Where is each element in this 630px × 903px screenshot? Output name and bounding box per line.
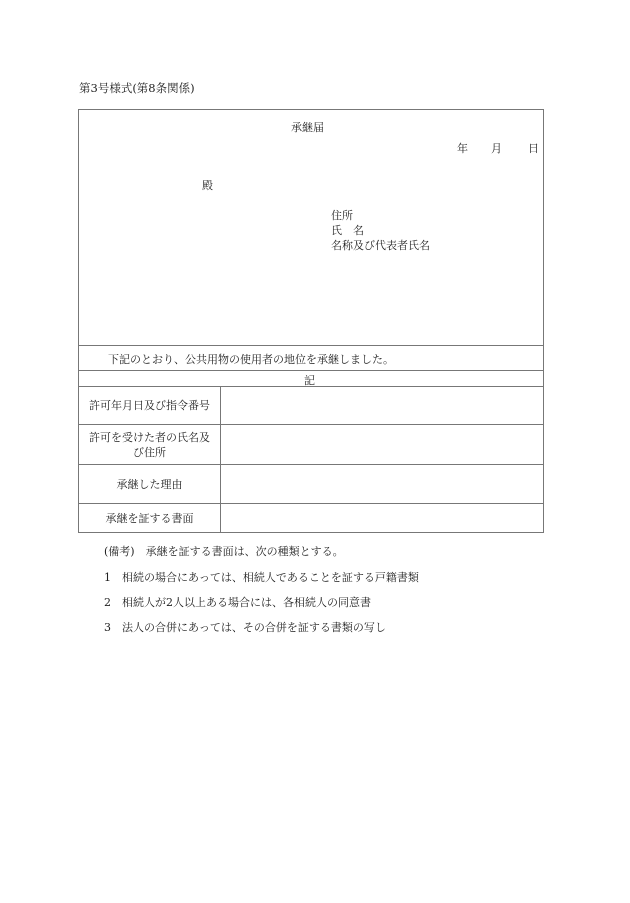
- remarks-heading: (備考) 承継を証する書面は、次の種類とする。: [104, 545, 344, 558]
- remarks-item: 1 相続の場合にあっては、相続人であることを証する戸籍書類: [104, 571, 419, 584]
- applicant-name-label: 氏 名: [331, 224, 364, 237]
- row-label-proof-document: 承継を証する書面: [105, 512, 194, 525]
- addressee-suffix: 殿: [202, 179, 213, 192]
- row-label-permit-date: 許可年月日及び指令番号: [89, 399, 210, 412]
- row-label-reason: 承継した理由: [116, 477, 183, 491]
- date-month-label: 月: [491, 142, 502, 155]
- row-value-reason[interactable]: [221, 465, 543, 503]
- date-day-label: 日: [528, 142, 539, 155]
- row-value-permittee[interactable]: [221, 425, 543, 464]
- row-label-permittee-line2: び住所: [133, 445, 166, 459]
- form-number-label: 第3号様式(第8条関係): [79, 81, 195, 95]
- remarks-item: 3 法人の合併にあっては、その合併を証する書類の写し: [104, 621, 386, 634]
- row-value-proof-document[interactable]: [221, 504, 543, 533]
- divider: [79, 345, 543, 346]
- statement-text: 下記のとおり、公共用物の使用者の地位を承継しました。: [108, 353, 394, 366]
- row-label-permittee: [79, 425, 220, 464]
- form-table: [78, 109, 544, 533]
- remarks-item: 2 相続人が2人以上ある場合には、各相続人の同意書: [104, 596, 371, 609]
- form-heading: 承継届: [291, 121, 324, 134]
- ki-label: 記: [304, 374, 315, 387]
- row-value-permit-date[interactable]: [221, 387, 543, 424]
- divider: [79, 370, 543, 371]
- applicant-address-label: 住所: [331, 209, 353, 222]
- date-year-label: 年: [457, 142, 468, 155]
- applicant-corp-label: 名称及び代表者氏名: [331, 239, 430, 252]
- row-label-permittee-line1: 許可を受けた者の氏名及: [89, 430, 210, 444]
